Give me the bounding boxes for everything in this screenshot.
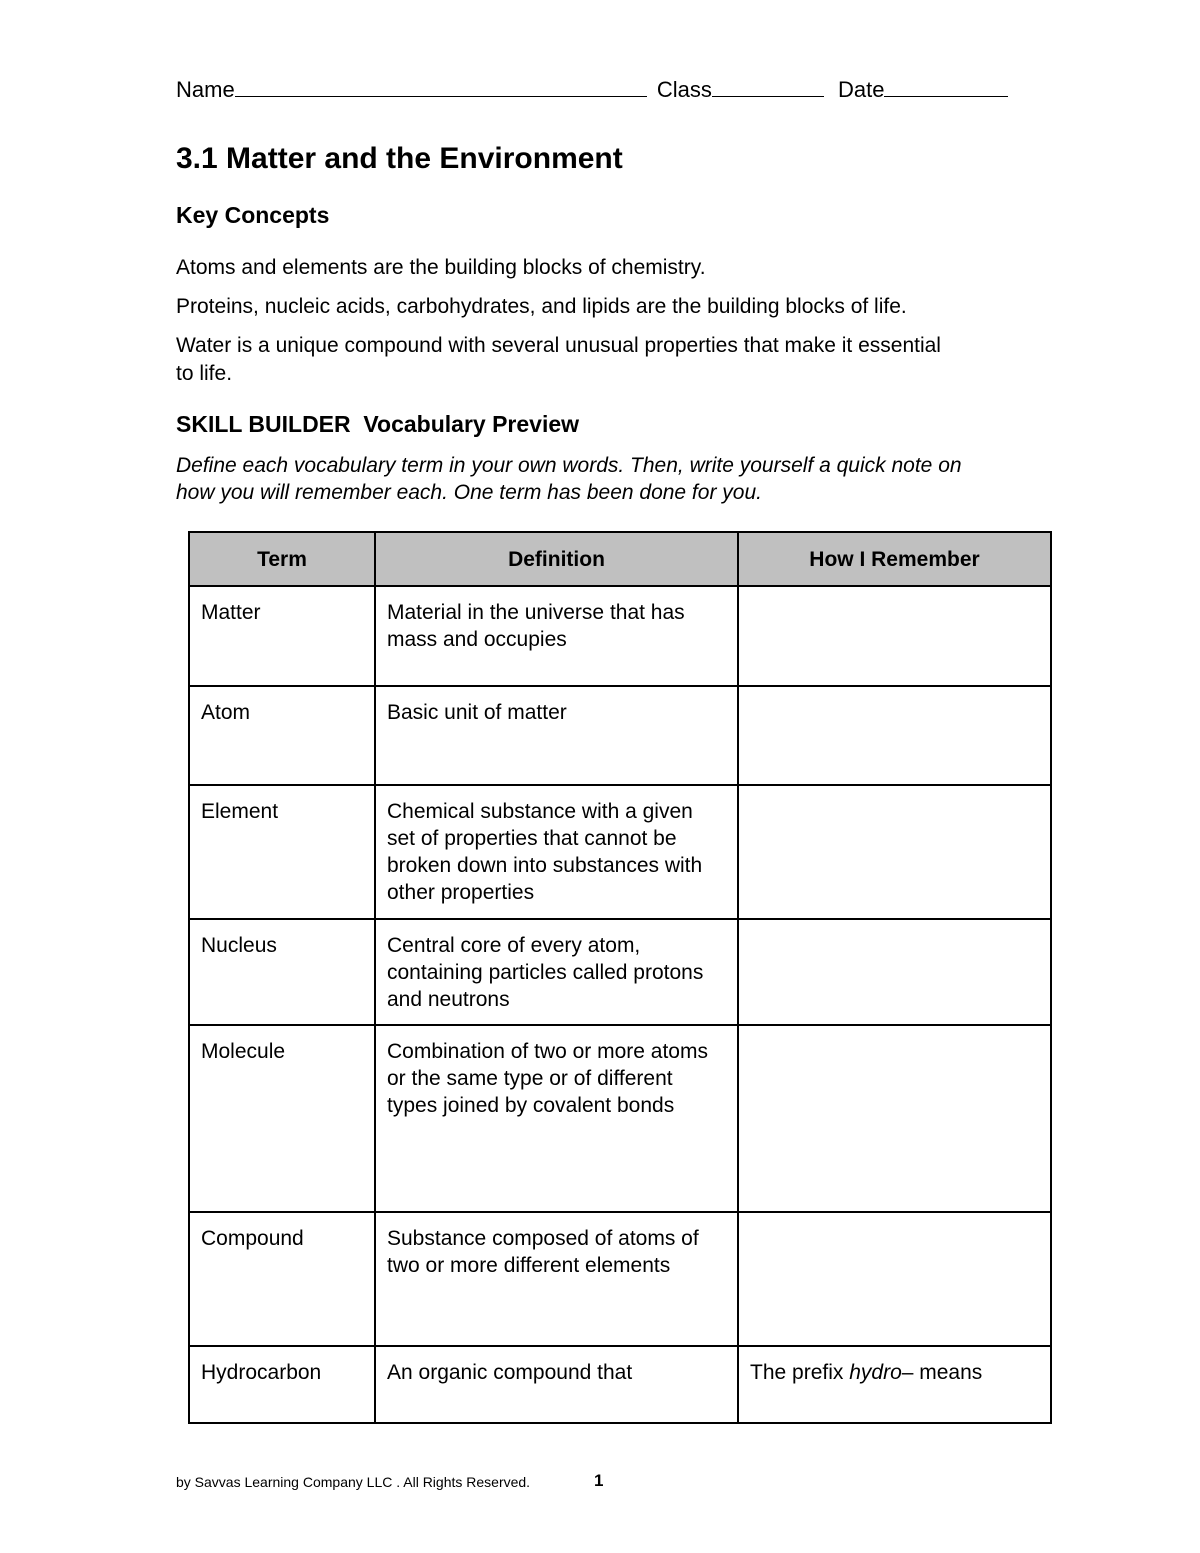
- date-blank[interactable]: [884, 76, 1008, 97]
- term-cell: Hydrocarbon: [189, 1346, 375, 1423]
- name-blank[interactable]: [235, 76, 647, 97]
- term-cell: Matter: [189, 586, 375, 686]
- header-definition: Definition: [375, 532, 738, 586]
- table-header-row: [189, 532, 1051, 586]
- class-blank[interactable]: [712, 76, 824, 97]
- table-row: [189, 1346, 1051, 1423]
- remember-cell[interactable]: [738, 1212, 1051, 1346]
- remember-cell[interactable]: [738, 686, 1051, 785]
- name-label: Name: [176, 77, 235, 102]
- table-row: [189, 1025, 1051, 1212]
- page-title: 3.1 Matter and the Environment: [176, 142, 623, 175]
- term-cell: Nucleus: [189, 919, 375, 1025]
- remember-cell[interactable]: [738, 1025, 1051, 1212]
- skill-builder-instructions: Define each vocabulary term in your own words. Then, write yourself a quick note on how you will remember each. One term has been done for you.: [176, 454, 962, 504]
- table-row: [189, 686, 1051, 785]
- definition-cell[interactable]: Substance composed of atoms of two or more different elements: [375, 1212, 738, 1346]
- remember-cell[interactable]: [738, 919, 1051, 1025]
- key-concept-1: Atoms and elements are the building blocks of chemistry.: [176, 256, 706, 279]
- definition-cell[interactable]: Combination of two or more atoms or the same type or of different types joined by covalent bonds: [375, 1025, 738, 1212]
- definition-cell[interactable]: Chemical substance with a given set of properties that cannot be broken down into substances with other properties: [375, 785, 738, 919]
- class-label: Class: [656, 77, 712, 102]
- table-row: [189, 785, 1051, 919]
- definition-cell[interactable]: Basic unit of matter: [375, 686, 738, 785]
- remember-cell[interactable]: [738, 785, 1051, 919]
- definition-cell[interactable]: Central core of every atom, containing particles called protons and neutrons: [375, 919, 738, 1025]
- vocabulary-table: [188, 531, 1052, 1424]
- remember-text-post: – means: [901, 1361, 983, 1384]
- name-class-date-line: [176, 76, 1008, 103]
- term-cell: Compound: [189, 1212, 375, 1346]
- term-cell: Atom: [189, 686, 375, 785]
- key-concept-2: Proteins, nucleic acids, carbohydrates, and lipids are the building blocks of life.: [176, 295, 907, 318]
- footer-copyright: by Savvas Learning Company LLC . All Rights Reserved.: [176, 1474, 531, 1490]
- table-row: [189, 919, 1051, 1025]
- remember-text-em: hydro: [849, 1361, 902, 1384]
- header-how-i-remember: How I Remember: [738, 532, 1051, 586]
- key-concepts-heading: Key Concepts: [176, 202, 330, 228]
- table-row: [189, 586, 1051, 686]
- remember-cell[interactable]: [738, 586, 1051, 686]
- remember-cell[interactable]: [738, 1346, 1051, 1423]
- header-term: Term: [189, 532, 375, 586]
- key-concept-3: Water is a unique compound with several unusual properties that make it essential to life.: [176, 334, 941, 385]
- definition-cell[interactable]: An organic compound that: [375, 1346, 738, 1423]
- definition-cell[interactable]: Material in the universe that has mass and occupies: [375, 586, 738, 686]
- term-cell: Element: [189, 785, 375, 919]
- skill-builder-heading: SKILL BUILDER Vocabulary Preview: [176, 411, 580, 437]
- page-number: 1: [594, 1471, 604, 1490]
- date-label: Date: [837, 77, 885, 102]
- remember-text-pre: The prefix: [750, 1361, 850, 1384]
- term-cell: Molecule: [189, 1025, 375, 1212]
- table-row: [189, 1212, 1051, 1346]
